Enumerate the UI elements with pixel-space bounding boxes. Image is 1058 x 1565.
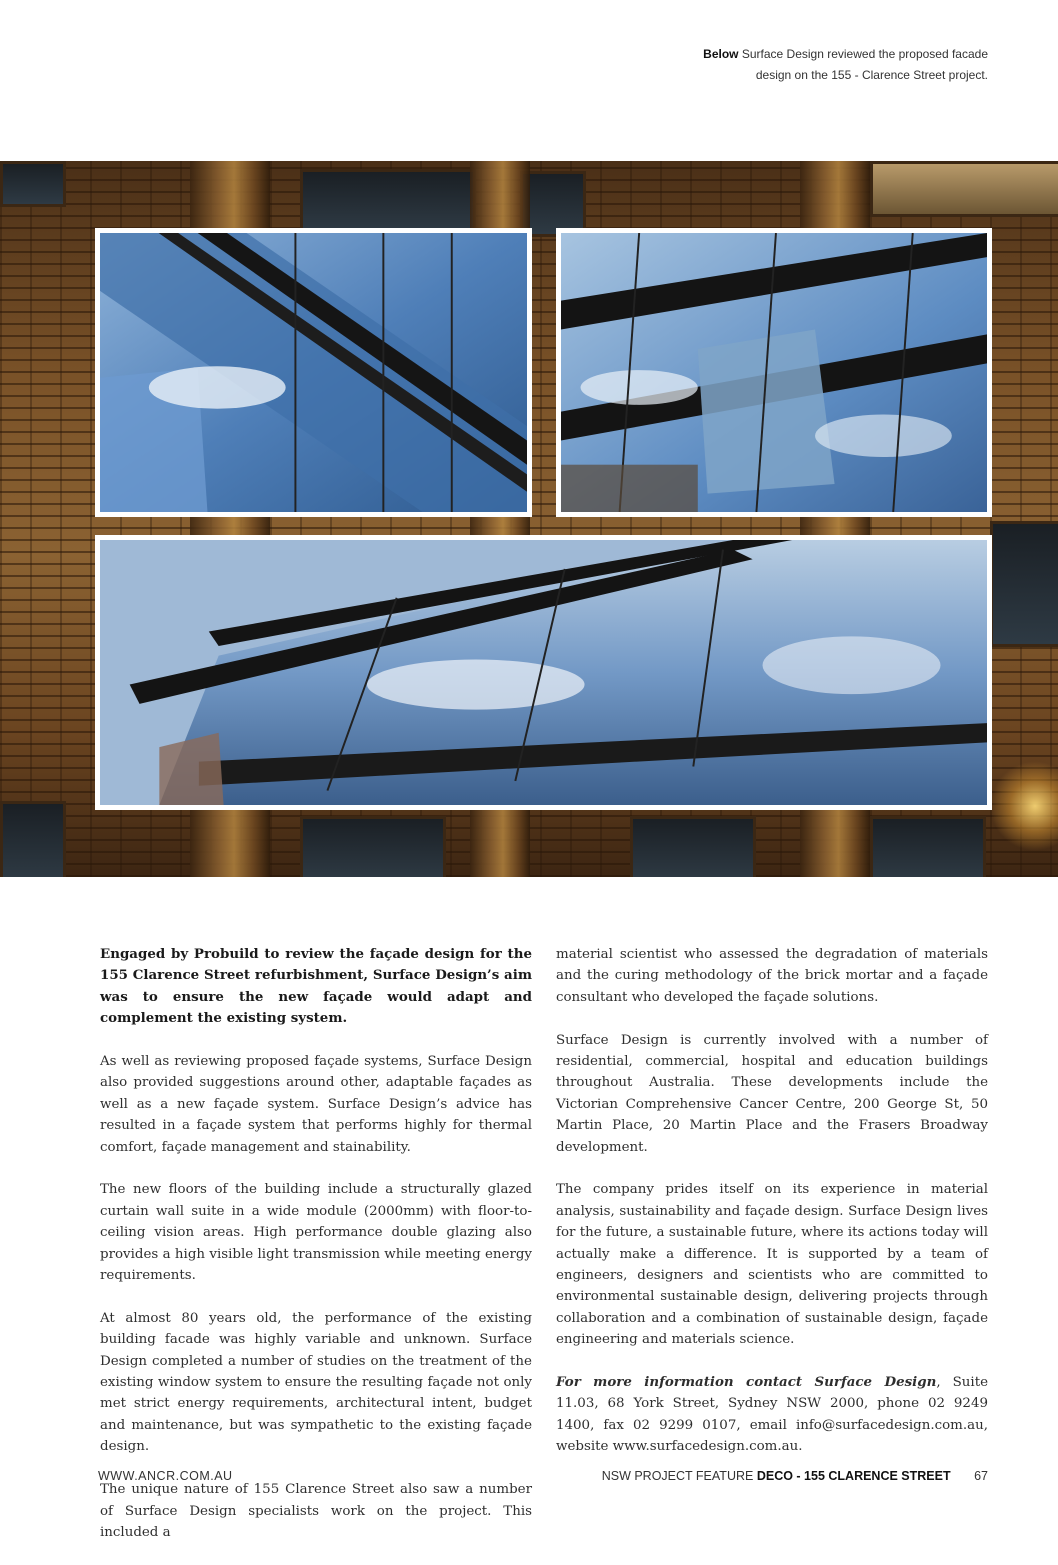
building-window-lit xyxy=(870,161,1058,217)
footer-running-title xyxy=(602,1469,988,1483)
article-paragraph: material scientist who assessed the degradation of materials and the curing methodology of the brick mortar and a façade consultant who developed the façade solutions. xyxy=(556,947,988,1005)
building-window xyxy=(300,816,446,877)
building-window xyxy=(300,169,476,233)
page-number: 67 xyxy=(974,1469,988,1483)
building-window xyxy=(870,816,986,877)
building-window xyxy=(990,521,1058,647)
caption-text: Surface Design reviewed the proposed facade design on the 155 - Clarence Street project. xyxy=(741,47,988,82)
building-window xyxy=(0,801,66,877)
contact-details: , Suite 11.03, 68 York Street, Sydney NSW 2000, phone 02 9249 1400, fax 02 9299 0107, email info@surfacedesign.com.au, website www.surfacedesign.com.au. xyxy=(556,1375,989,1455)
footer-section: NSW PROJECT FEATURE xyxy=(601,1469,754,1483)
article-paragraph: The unique nature of 155 Clarence Street also saw a number of Surface Design specialists work on the project. This included a xyxy=(100,1482,532,1540)
facade-photo-3 xyxy=(95,535,992,810)
caption-lead: Below xyxy=(703,47,739,61)
contact-heading: For more information contact Surface Design xyxy=(556,1374,937,1391)
footer-website: WWW.ANCR.COM.AU xyxy=(98,1469,233,1483)
footer-article-title: DECO - 155 CLARENCE STREET xyxy=(756,1469,951,1483)
building-window xyxy=(630,816,756,877)
facade-glass-illustration xyxy=(100,233,527,512)
article-column-right xyxy=(556,944,988,1479)
article-paragraph: The new floors of the building include a structurally glazed curtain wall suite in a wide module (2000mm) with floor-to-ceiling vision areas. High performance double glazing also provides a high visible light transmission while meeting energy requirements. xyxy=(100,1182,532,1284)
contact-paragraph xyxy=(556,1372,988,1458)
facade-glass-illustration xyxy=(100,540,987,805)
article-paragraph: Surface Design is currently involved with a number of residential, commercial, hospital and education buildings throughout Australia. These developments include the Victorian Comprehensive Cancer Centre, 200 George St, 50 Martin Place, 20 Martin Place and the Frasers Broadway development. xyxy=(556,1032,988,1155)
article-paragraph: As well as reviewing proposed façade systems, Surface Design also provided suggestions around other, adaptable façades as well as a new façade system. Surface Design’s advice has resulted in a façade system that performs highly for thermal comfort, façade management and stainability. xyxy=(100,1054,532,1155)
article-lead: Engaged by Probuild to review the façade design for the 155 Clarence Street refurbishment, Surface Design’s aim was to ensure the new façade would adapt and complement the existing system. xyxy=(100,946,532,1027)
article-paragraph: The company prides itself on its experience in material analysis, sustainability and façade design. Surface Design lives for the future, a sustainable future, where its actions today will actually make a difference. It is supported by a team of engineers, designers and scientists who are committed to environmental sustainable design, delivering projects through collaboration and a combination of sustainable design, façade engineering and materials science. xyxy=(556,1182,988,1348)
facade-photo-1 xyxy=(95,228,532,517)
facade-glass-illustration xyxy=(561,233,987,512)
article-paragraph: At almost 80 years old, the performance of the existing building facade was highly variable and unknown. Surface Design completed a number of studies on the treatment of the existing window system to ensure the resulting façade not only met strict energy requirements, architectural intent, budget and maintenance, but was sympathetic to the existing façade design. xyxy=(100,1310,532,1455)
street-light-glow xyxy=(990,761,1058,851)
building-window xyxy=(0,161,66,207)
facade-photo-2 xyxy=(556,228,992,517)
photo-caption xyxy=(688,44,988,86)
